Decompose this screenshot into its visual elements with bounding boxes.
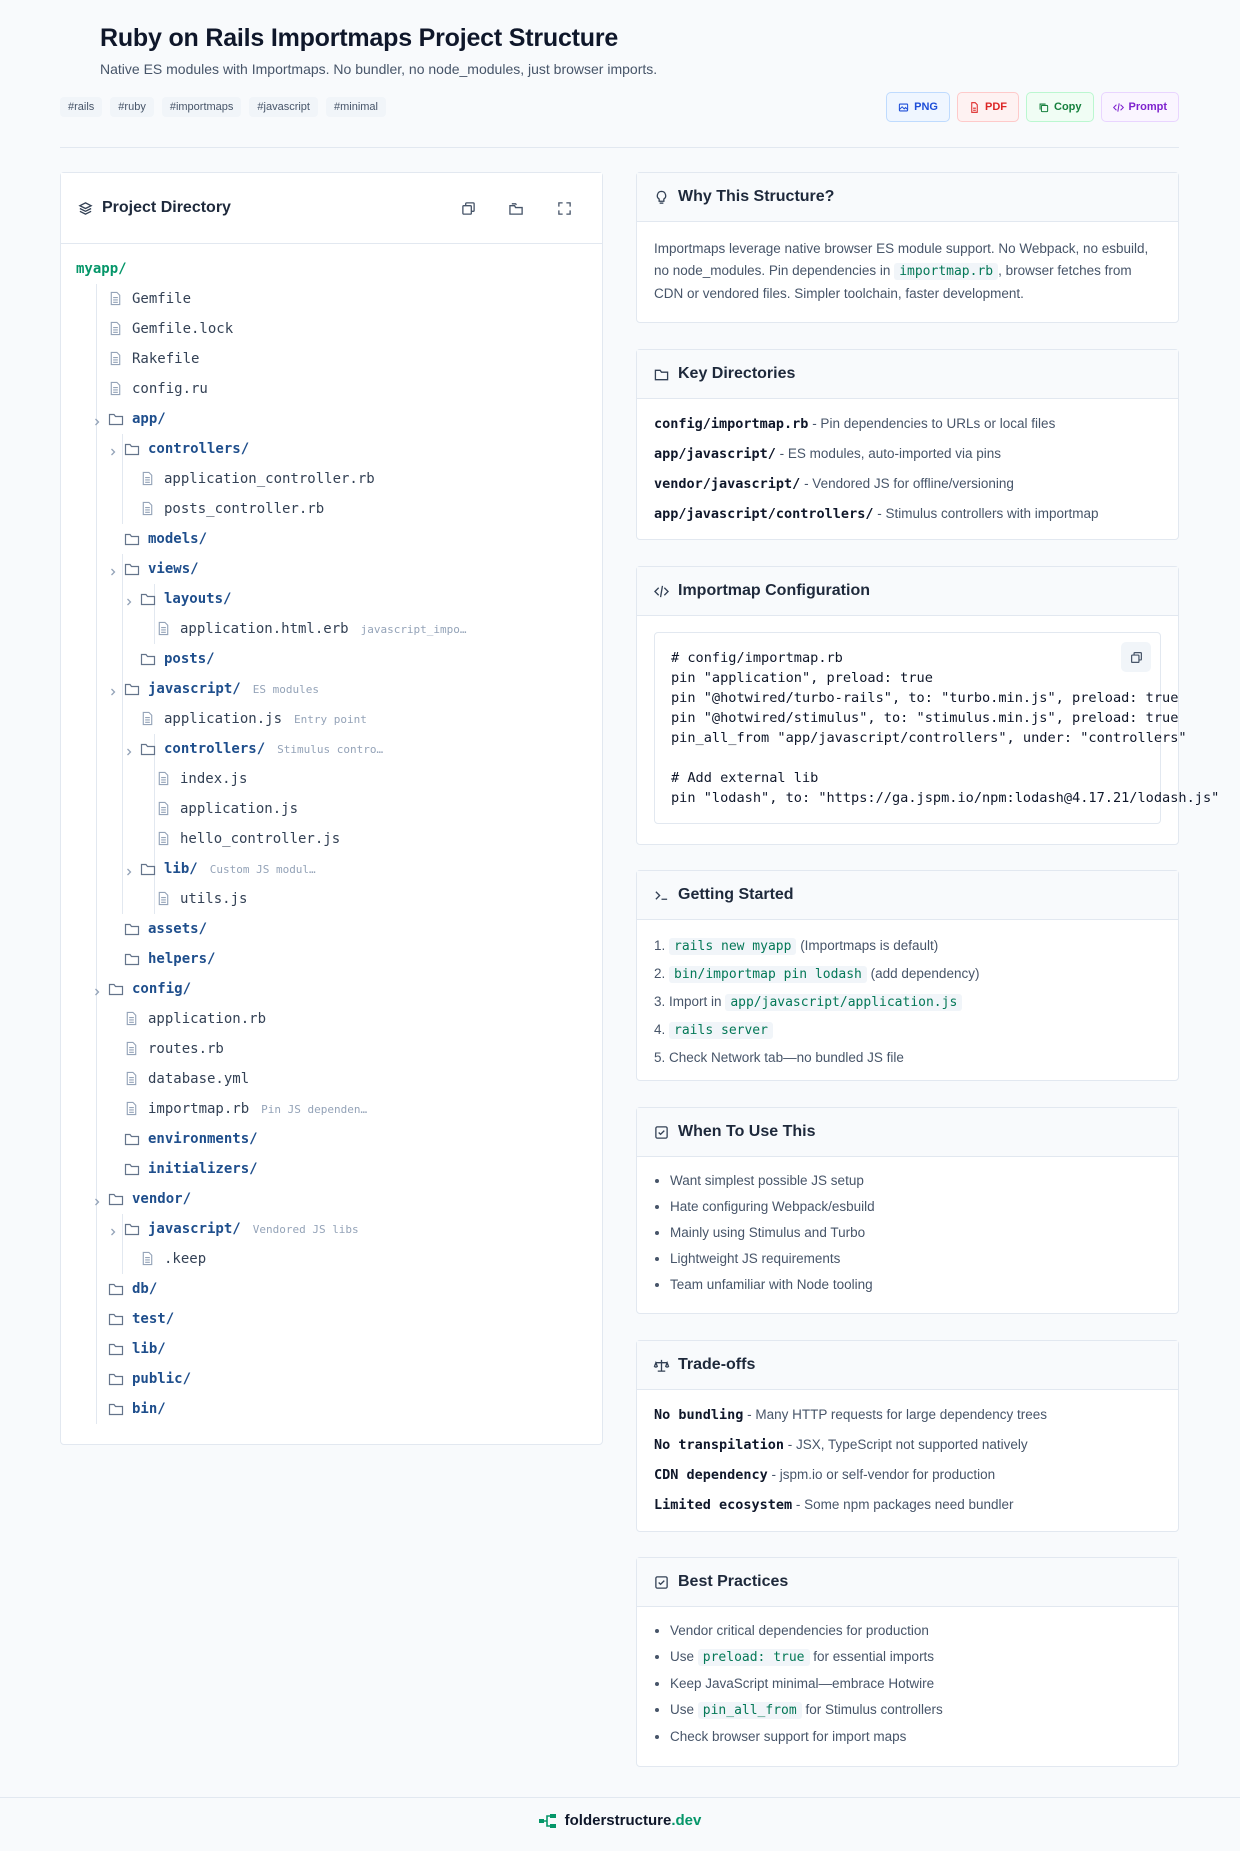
tree-item-name: config/	[132, 981, 192, 997]
file-icon	[156, 621, 172, 637]
importmap-config-card	[636, 566, 1220, 845]
check-square-icon	[654, 1575, 669, 1590]
chevron-right-icon[interactable]	[124, 864, 134, 874]
best-practices-title: Best Practices	[678, 1573, 789, 1590]
step-text: Import in	[669, 994, 726, 1009]
tree-item-note: Entry point	[294, 712, 367, 726]
export-actions	[886, 92, 1179, 122]
tree-file-item[interactable]	[156, 794, 298, 824]
tree-item-name: Rakefile	[132, 351, 200, 367]
tree-item-note: ES modules	[252, 682, 319, 696]
step-item	[654, 932, 1161, 960]
folder-icon	[108, 981, 124, 997]
trade-offs-body	[637, 1390, 1178, 1536]
chevron-right-icon[interactable]	[92, 414, 102, 424]
page-header	[100, 24, 657, 77]
when-body	[637, 1157, 1178, 1314]
file-icon	[108, 381, 124, 397]
pdf-label: PDF	[985, 101, 1007, 113]
folders-icon	[509, 201, 524, 216]
step-code: app/javascript/application.js	[725, 994, 962, 1011]
chevron-right-icon[interactable]	[108, 1224, 118, 1234]
chevron-right-icon[interactable]	[92, 1194, 102, 1204]
tree-item-name: application.js	[180, 801, 299, 817]
tree-folder-item[interactable]	[124, 1154, 258, 1184]
folder-tree-logo-icon	[539, 1813, 557, 1829]
tree-guide-line	[122, 554, 123, 674]
step-number: 1.	[654, 938, 666, 953]
trade-off-key: Limited ecosystem	[654, 1497, 793, 1513]
step-code: rails new myapp	[669, 938, 796, 955]
key-directories-card	[636, 349, 1179, 540]
list-item-text: for Stimulus controllers	[801, 1702, 943, 1717]
list-item	[670, 1724, 1161, 1750]
tree-folder-item[interactable]	[140, 854, 316, 884]
tree-item-name: application_controller.rb	[164, 471, 375, 487]
fullscreen-button[interactable]	[555, 199, 573, 217]
tree-item-name: layouts/	[164, 591, 232, 607]
tree-file-item[interactable]	[108, 284, 191, 314]
list-item-code: preload: true	[698, 1649, 810, 1666]
tree-folder-item[interactable]	[108, 1364, 191, 1394]
tree-item-name: database.yml	[148, 1071, 250, 1087]
tree-folder-item[interactable]	[124, 554, 199, 584]
step-number: 5.	[654, 1050, 666, 1065]
key-dir-path: app/javascript/	[654, 446, 776, 462]
file-icon	[140, 501, 156, 517]
tree-item-name: utils.js	[180, 891, 248, 907]
tree-file-item[interactable]	[140, 494, 324, 524]
file-pdf-icon	[969, 102, 980, 113]
file-icon	[124, 1011, 140, 1027]
page-title: Ruby on Rails Importmaps Project Structure	[100, 24, 619, 52]
tree-item-name: application.rb	[148, 1011, 267, 1027]
code-icon	[654, 584, 669, 599]
list-item: • Hate configuring Webpack/esbuild	[670, 1194, 1161, 1220]
file-icon	[140, 711, 156, 727]
chevron-right-icon[interactable]	[108, 564, 118, 574]
file-icon	[108, 291, 124, 307]
tree-item-name: lib/	[132, 1341, 166, 1357]
folder-icon	[140, 591, 156, 607]
list-item-text: Use	[670, 1649, 698, 1664]
key-dir-desc: - Vendored JS for offline/versioning	[800, 476, 1014, 491]
list-item-text: Vendor critical dependencies for production	[670, 1623, 929, 1638]
tree-item-name: bin/	[132, 1401, 166, 1417]
tree-item-name: initializers/	[148, 1161, 258, 1177]
copy-code-button[interactable]	[1121, 642, 1151, 672]
pdf-button[interactable]	[957, 92, 1019, 122]
tree-guide-line	[122, 674, 123, 914]
tree-item-name: lib/	[164, 861, 198, 877]
list-item-text: Use	[670, 1702, 698, 1717]
tree-item-name: app/	[132, 411, 166, 427]
folder-icon	[140, 651, 156, 667]
tree-item-name: controllers/	[148, 441, 250, 457]
folder-icon	[108, 1371, 124, 1387]
tag-importmaps[interactable]: #importmaps	[162, 97, 242, 117]
best-practices-body	[637, 1607, 1178, 1766]
footer-divider	[0, 1797, 1240, 1798]
key-directories-title: Key Directories	[678, 365, 796, 382]
folder-icon	[124, 1221, 140, 1237]
tree-item-name: vendor/	[132, 1191, 192, 1207]
tree-item-name: myapp/	[76, 261, 127, 277]
tree-file-item[interactable]	[124, 1004, 266, 1034]
chevron-right-icon[interactable]	[124, 744, 134, 754]
file-icon	[156, 801, 172, 817]
tree-folder-item[interactable]	[124, 914, 207, 944]
list-item-text: Check browser support for import maps	[670, 1729, 907, 1744]
tree-item-name: helpers/	[148, 951, 216, 967]
key-dir-row	[654, 469, 1161, 499]
tree-item-name: config.ru	[132, 381, 208, 397]
key-dir-row	[654, 499, 1161, 529]
tree-folder-item[interactable]	[124, 674, 319, 704]
getting-started-title: Getting Started	[678, 886, 794, 903]
step-code: rails server	[669, 1022, 773, 1039]
tree-item-name: controllers/	[164, 741, 266, 757]
key-dir-path: vendor/javascript/	[654, 476, 801, 492]
tree-folder-item[interactable]	[124, 1214, 359, 1244]
tree-file-item[interactable]	[156, 824, 340, 854]
tree-item-note: javascript_impo…	[360, 622, 467, 636]
why-code: importmap.rb	[894, 263, 998, 280]
tree-item-name: index.js	[180, 771, 248, 787]
when-title: When To Use This	[678, 1123, 816, 1140]
list-item-code: pin_all_from	[698, 1702, 802, 1719]
trade-offs-title: Trade-offs	[678, 1356, 756, 1373]
tree-item-note: Vendored JS libs	[252, 1222, 359, 1236]
tree-folder-item[interactable]	[108, 1394, 166, 1424]
trade-off-key: No transpilation	[654, 1437, 785, 1453]
copy-button[interactable]	[1026, 92, 1094, 122]
copy-icon	[461, 201, 476, 216]
list-item	[670, 1671, 1161, 1697]
list-item	[670, 1644, 1161, 1671]
why-title: Why This Structure?	[678, 188, 835, 205]
code-content: # config/importmap.rb pin "application", preload: true pin "@hotwired/turbo-rails", to: "turbo.min.js", preload: true pin "@hotwired/stimulus", to: "stimulus.min.js", preload: true pin_all_from "app/javascript/controllers", under: "controllers" # Add external lib pin "lodash", to: "https://ga.jspm.io/npm:lodash@4.17.21/lodash.js"	[671, 650, 1220, 806]
tree-item-name: public/	[132, 1371, 192, 1387]
tree-guide-line	[96, 974, 97, 1184]
prompt-label: Prompt	[1128, 101, 1167, 113]
step-item	[654, 988, 1161, 1016]
list-item-text: for essential imports	[809, 1649, 935, 1664]
key-dir-path: app/javascript/controllers/	[654, 506, 874, 522]
trade-off-row	[654, 1490, 1161, 1520]
copy-icon	[1130, 651, 1143, 664]
tree-folder-item[interactable]	[124, 434, 249, 464]
tree-file-item[interactable]	[124, 1064, 249, 1094]
tree-header	[61, 173, 602, 244]
key-directories-body	[637, 399, 1178, 545]
footer-brand-name: folderstructure	[564, 1812, 672, 1829]
tree-folder-item[interactable]	[124, 944, 215, 974]
file-icon	[124, 1101, 140, 1117]
why-card	[636, 172, 1179, 323]
footer-brand-tld: .dev	[671, 1812, 702, 1829]
list-item: • Team unfamiliar with Node tooling	[670, 1272, 1161, 1298]
getting-started-card	[636, 870, 1179, 1081]
step-item	[654, 1016, 1161, 1044]
key-dir-path: config/importmap.rb	[654, 416, 809, 432]
list-item: • Want simplest possible JS setup	[670, 1168, 1161, 1194]
tree-file-item[interactable]	[108, 314, 233, 344]
when-header	[637, 1108, 1178, 1157]
tree-item-name: assets/	[148, 921, 208, 937]
file-icon	[124, 1041, 140, 1057]
tree-folder-item[interactable]	[124, 1124, 258, 1154]
folder-icon	[124, 531, 140, 547]
tree-folder-item[interactable]	[124, 524, 207, 554]
tree-item-name: test/	[132, 1311, 175, 1327]
folder-icon	[108, 1281, 124, 1297]
chevron-right-icon[interactable]	[92, 984, 102, 994]
tree-item-name: javascript/	[148, 681, 241, 697]
key-dir-desc: - ES modules, auto-imported via pins	[775, 446, 1002, 461]
file-icon	[140, 471, 156, 487]
folder-icon	[124, 1161, 140, 1177]
config-title: Importmap Configuration	[678, 582, 870, 599]
step-number: 2.	[654, 966, 666, 981]
folder-icon	[108, 411, 124, 427]
tree-item-name: models/	[148, 531, 208, 547]
file-icon	[108, 351, 124, 367]
when-to-use-card	[636, 1107, 1179, 1314]
folder-icon	[108, 1311, 124, 1327]
best-practices-card	[636, 1557, 1179, 1767]
step-code: bin/importmap pin lodash	[669, 966, 867, 983]
trade-off-row	[654, 1430, 1161, 1460]
footer-brand	[565, 1812, 702, 1829]
tree-file-item[interactable]	[156, 764, 247, 794]
tree-folder-item[interactable]	[108, 1334, 166, 1364]
key-dir-row	[654, 439, 1161, 469]
terminal-icon	[654, 888, 669, 903]
config-header	[637, 567, 1178, 616]
trade-off-row	[654, 1460, 1161, 1490]
why-text-a: Importmaps leverage native browser ES module support. No Webpack, no esbuild, no node_modules. Pin dependencies in	[654, 241, 1149, 278]
collapse-folders-button[interactable]	[507, 199, 525, 217]
step-number: 4.	[654, 1022, 666, 1037]
tree-item-name: javascript/	[148, 1221, 241, 1237]
folder-icon	[654, 367, 669, 382]
tree-toolbar	[459, 199, 573, 217]
folder-icon	[124, 441, 140, 457]
key-directories-header	[637, 350, 1178, 399]
step-text: Check Network tab—no bundled JS file	[669, 1050, 904, 1065]
tree-folder-item[interactable]	[140, 584, 231, 614]
chevron-right-icon[interactable]	[108, 444, 118, 454]
tree-folder-item[interactable]	[140, 644, 215, 674]
best-practices-header	[637, 1558, 1178, 1607]
lightbulb-icon	[654, 190, 669, 205]
chevron-right-icon[interactable]	[108, 684, 118, 694]
tag-list	[60, 97, 386, 117]
expand-icon	[557, 201, 572, 216]
tree-folder-item[interactable]	[108, 1274, 157, 1304]
tag-minimal[interactable]: #minimal	[326, 97, 386, 117]
step-item	[654, 1044, 1161, 1071]
folder-icon	[108, 1401, 124, 1417]
why-text-b: , browser fetches from CDN or vendored files. Simpler toolchain, faster development.	[654, 263, 1132, 301]
trade-offs-header	[637, 1341, 1178, 1390]
folder-icon	[124, 1131, 140, 1147]
project-directory-panel	[60, 172, 603, 1445]
trade-off-key: CDN dependency	[654, 1467, 768, 1483]
list-item: • Lightweight JS requirements	[670, 1246, 1161, 1272]
tree-file-item[interactable]	[124, 1094, 367, 1124]
tree-file-item[interactable]	[108, 374, 208, 404]
tree-item-note: Stimulus contro…	[277, 742, 384, 756]
trade-off-desc: - jspm.io or self-vendor for production	[767, 1467, 996, 1482]
tree-file-item[interactable]	[140, 704, 367, 734]
folder-icon	[124, 681, 140, 697]
folder-icon	[140, 741, 156, 757]
check-square-icon	[654, 1125, 669, 1140]
tree-file-item[interactable]	[156, 614, 467, 644]
tree-item-name: application.js	[164, 711, 283, 727]
file-icon	[156, 891, 172, 907]
tree-item-name: hello_controller.js	[180, 831, 341, 847]
copy-tree-button[interactable]	[459, 199, 477, 217]
folder-icon	[140, 861, 156, 877]
scale-icon	[654, 1358, 669, 1373]
tree-item-name: environments/	[148, 1131, 258, 1147]
tree-folder-item[interactable]	[108, 1184, 191, 1214]
tree-item-name: posts_controller.rb	[164, 501, 325, 517]
tree-item-name: application.html.erb	[180, 621, 349, 637]
prompt-button[interactable]	[1101, 92, 1180, 122]
tree-file-item[interactable]	[140, 1244, 206, 1274]
image-icon	[898, 102, 909, 113]
config-body	[637, 616, 1220, 840]
tag-javascript[interactable]: #javascript	[249, 97, 318, 117]
step-text: (Importmaps is default)	[796, 938, 939, 953]
tree-folder-item[interactable]	[108, 1304, 174, 1334]
file-icon	[140, 1251, 156, 1267]
tree-file-item[interactable]	[140, 464, 375, 494]
trade-off-key: No bundling	[654, 1407, 744, 1423]
tree-item-name: Gemfile	[132, 291, 192, 307]
getting-started-header	[637, 871, 1178, 920]
trade-off-desc: - Many HTTP requests for large dependency trees	[743, 1407, 1048, 1422]
tree-title: Project Directory	[102, 199, 231, 216]
png-button[interactable]	[886, 92, 950, 122]
page-subtitle: Native ES modules with Importmaps. No bundler, no node_modules, just browser imports.	[100, 61, 658, 77]
tree-item-note: Custom JS modul…	[209, 862, 316, 876]
png-label: PNG	[914, 101, 938, 113]
why-body	[637, 222, 1178, 321]
list-item-text: Keep JavaScript minimal—embrace Hotwire	[670, 1676, 935, 1691]
key-dir-desc: - Pin dependencies to URLs or local files	[808, 416, 1056, 431]
tree-item-name: importmap.rb	[148, 1101, 250, 1117]
getting-started-body	[637, 920, 1178, 1087]
tree-item-name: routes.rb	[148, 1041, 224, 1057]
tree-item-name: Gemfile.lock	[132, 321, 234, 337]
trade-off-desc: - JSX, TypeScript not supported natively	[784, 1437, 1028, 1452]
trade-off-row	[654, 1400, 1161, 1430]
trade-off-desc: - Some npm packages need bundler	[792, 1497, 1014, 1512]
code-icon	[1113, 102, 1124, 113]
tree-file-item[interactable]	[108, 344, 199, 374]
tree-guide-line	[122, 1214, 123, 1274]
file-icon	[156, 831, 172, 847]
tree-file-item[interactable]	[156, 884, 247, 914]
list-item	[670, 1618, 1161, 1644]
folder-icon	[124, 561, 140, 577]
key-dir-desc: - Stimulus controllers with importmap	[873, 506, 1099, 521]
tree-guide-line	[122, 434, 123, 524]
list-item	[670, 1697, 1161, 1724]
tree-folder-item[interactable]	[108, 974, 191, 1004]
folder-icon	[124, 921, 140, 937]
file-icon	[124, 1071, 140, 1087]
chevron-right-icon[interactable]	[124, 594, 134, 604]
tree-folder-item[interactable]	[140, 734, 383, 764]
header-divider	[60, 147, 1179, 148]
list-item: • Mainly using Stimulus and Turbo	[670, 1220, 1161, 1246]
tree-item-note: Pin JS dependen…	[261, 1102, 368, 1116]
tree-file-item[interactable]	[124, 1034, 224, 1064]
code-block	[654, 632, 1220, 824]
step-number: 3.	[654, 994, 666, 1009]
tree-folder-item[interactable]	[76, 254, 127, 284]
tree-item-name: views/	[148, 561, 199, 577]
why-header	[637, 173, 1178, 222]
folder-icon	[124, 951, 140, 967]
folder-icon	[108, 1191, 124, 1207]
footer[interactable]	[0, 1812, 1240, 1829]
trade-offs-card	[636, 1340, 1179, 1532]
copy-icon	[1038, 102, 1049, 113]
layers-icon	[78, 201, 93, 216]
step-item	[654, 960, 1161, 988]
folder-icon	[108, 1341, 124, 1357]
tree-folder-item[interactable]	[108, 404, 166, 434]
tree-item-name: .keep	[164, 1251, 207, 1267]
tag-rails[interactable]: #rails	[60, 97, 102, 117]
tree-item-name: posts/	[164, 651, 215, 667]
file-icon	[156, 771, 172, 787]
key-dir-row	[654, 409, 1161, 439]
step-text: (add dependency)	[866, 966, 980, 981]
file-icon	[108, 321, 124, 337]
tag-ruby[interactable]: #ruby	[110, 97, 154, 117]
copy-label: Copy	[1054, 101, 1082, 113]
tree-item-name: db/	[132, 1281, 158, 1297]
